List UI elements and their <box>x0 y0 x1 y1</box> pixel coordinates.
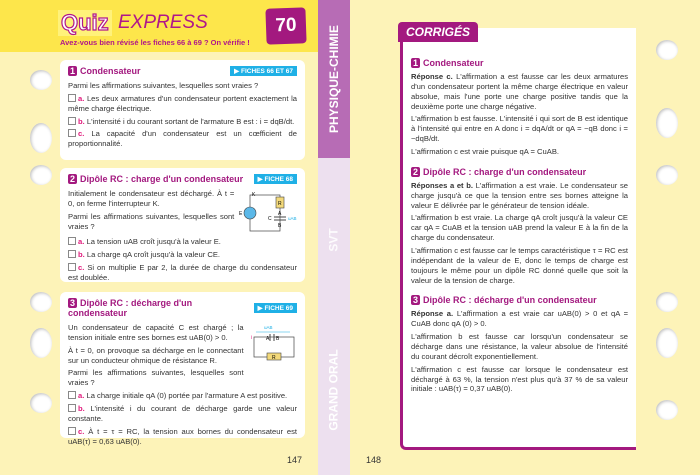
label-a: A <box>265 336 269 342</box>
fiche-link[interactable]: ▶ FICHES 66 ET 67 <box>230 66 297 76</box>
checkbox[interactable] <box>68 94 76 102</box>
binder-hole <box>30 165 52 185</box>
fiche-link[interactable]: ▶ FICHE 69 <box>254 303 297 313</box>
answer-label: Réponse a. <box>411 309 454 319</box>
question-intro: Parmi les affirmations suivantes, lesquelles sont vraies ? <box>68 211 235 231</box>
question-title-text: Dipôle RC : charge d'un condensateur <box>80 174 244 184</box>
question-number: 1 <box>70 66 76 76</box>
quiz-logo: Quiz <box>58 10 112 36</box>
tab-label: GRAND ORAL <box>327 349 342 431</box>
option-letter: b. <box>78 249 85 259</box>
question-title <box>68 66 141 76</box>
chapter-number: 70 <box>265 7 306 44</box>
checkbox[interactable] <box>68 404 76 412</box>
corrige-section-3 <box>411 295 628 394</box>
label-uab: uAB <box>288 216 297 221</box>
option-c <box>68 427 297 447</box>
page-number-left: 147 <box>287 455 303 465</box>
binder-hole <box>656 292 678 312</box>
option-letter: c. <box>78 426 85 436</box>
option-b <box>68 250 297 260</box>
binder-hole <box>656 40 678 60</box>
label-uab: uAB <box>263 325 273 330</box>
option-text: La capacité d'un condensateur est un cœfficient de proportionnalité. <box>68 129 297 149</box>
binder-hole <box>30 123 52 153</box>
option-letter: b. <box>78 404 85 414</box>
answer-text: L'affirmation c est fausse car le temps caractéristique τ = RC est indépendant de la valeur de E, donc le temps de charge est toujours le même pour un dipôle RC donné quelle que soit la valeur de la tension de charge. <box>411 246 628 285</box>
tab-svt[interactable] <box>318 200 350 280</box>
label-r: R <box>278 201 282 207</box>
question-number: 2 <box>70 174 76 184</box>
page-number-right: 148 <box>366 455 382 465</box>
section-title: Dipôle RC : charge d'un condensateur <box>423 166 587 177</box>
corrige-section-2 <box>411 167 628 286</box>
answer-text: L'affirmation a est vraie car uAB(0) > 0 et qA = CuAB donc qA (0) > 0. <box>411 309 629 329</box>
option-letter: a. <box>78 391 85 401</box>
rc-discharge-circuit-diagram <box>250 323 297 363</box>
answer-text: L'affirmation c est fausse car lorsque le condensateur est déchargé à 63 %, la tension n'est plus qu'à 37 % de sa valeur initiale : uAB(τ) = 0,37 uAB(0). <box>411 364 628 394</box>
question-title-text: Dipôle RC : décharge d'un condensateur <box>68 298 193 318</box>
checkbox[interactable] <box>68 263 76 271</box>
tab-physique-chimie[interactable] <box>318 0 350 158</box>
quiz-subtitle: Avez-vous bien révisé les fiches 66 à 69 ? On vérifie ! <box>60 38 250 47</box>
section-number: 3 <box>413 295 419 306</box>
option-c <box>68 129 297 149</box>
binder-hole <box>30 393 52 413</box>
checkbox[interactable] <box>68 237 76 245</box>
option-letter: b. <box>78 116 85 126</box>
subject-tabs <box>318 0 350 475</box>
corrige-section-1 <box>411 58 628 157</box>
label-b: B <box>275 336 279 342</box>
question-intro: Parmi les affirmations suivantes, lesquelles sont vraies ? <box>68 81 259 90</box>
answer-text: L'affirmation a est vraie. Le condensateur se charge jusqu'à ce que la tension entre ses bornes atteigne la valeur E délivrée par le générateur de tension idéale. <box>411 180 628 210</box>
checkbox[interactable] <box>68 427 76 435</box>
quiz-express-label: EXPRESS <box>118 12 208 33</box>
question-title <box>68 298 254 318</box>
checkbox[interactable] <box>68 117 76 125</box>
label-i: i <box>250 335 252 341</box>
left-page <box>0 0 318 475</box>
label-b: B <box>278 223 282 229</box>
option-letter: c. <box>78 129 85 139</box>
label-e: E <box>239 211 243 217</box>
answer-label: Réponses a et b. <box>411 180 473 190</box>
label-c: C <box>268 216 272 222</box>
label-k: K <box>252 192 256 198</box>
option-text: La charge qA croît jusqu'à la valeur CE. <box>86 249 221 259</box>
question-intro: Initialement le condensateur est déchargé. À t = 0, on ferme l'interrupteur K. <box>68 189 235 208</box>
label-a: A <box>278 211 282 217</box>
question-card-3 <box>60 292 305 446</box>
question-title-text: Condensateur <box>80 66 141 76</box>
answer-label: Réponse c. <box>411 72 453 81</box>
section-title: Dipôle RC : décharge d'un condensateur <box>423 295 597 306</box>
binder-hole <box>30 328 52 358</box>
option-c <box>68 263 297 283</box>
checkbox[interactable] <box>68 391 76 399</box>
question-number: 3 <box>70 298 76 308</box>
fiche-link[interactable]: ▶ FICHE 68 <box>254 174 297 184</box>
option-a <box>68 391 297 401</box>
binder-hole <box>656 108 678 138</box>
checkbox[interactable] <box>68 250 76 258</box>
binder-hole <box>30 70 52 90</box>
answer-text: L'affirmation c est vraie puisque qA = CuAB. <box>411 147 559 157</box>
question-title <box>68 174 243 184</box>
binder-hole <box>30 292 52 312</box>
question-intro: Un condensateur de capacité C est chargé ; la tension initiale entre ses bornes est uAB(0) > 0. <box>68 323 244 342</box>
answer-text: L'affirmation b est fausse car lorsqu'un condensateur se décharge dans une résistance, la valeur absolue de l'intensité du courant décroît exponentiellement. <box>411 332 628 361</box>
option-a <box>68 237 297 247</box>
tab-grand-oral[interactable] <box>318 340 350 440</box>
tab-label: PHYSIQUE-CHIMIE <box>327 24 342 134</box>
option-text: La tension uAB croît jusqu'à la valeur E. <box>86 237 221 246</box>
section-number: 1 <box>413 58 419 68</box>
question-intro: Parmi les affirmations suivantes, lesquelles sont vraies ? <box>68 368 244 388</box>
question-intro: À t = 0, on provoque sa décharge en le connectant sur un conducteur ohmique de résistance R. <box>68 345 244 365</box>
option-text: L'intensité i du courant de décharge garde une valeur constante. <box>68 404 297 423</box>
rc-charge-circuit-diagram <box>238 189 297 237</box>
binder-hole <box>656 400 678 420</box>
option-text: Si on multiplie E par 2, la durée de charge du condensateur est doublée. <box>68 262 297 282</box>
corriges-title: CORRIGÉS <box>398 22 478 42</box>
checkbox[interactable] <box>68 129 76 137</box>
option-text: La charge initiale qA (0) portée par l'armature A est positive. <box>86 391 288 401</box>
question-card-2 <box>60 168 305 282</box>
option-text: Les deux armatures d'un condensateur portent exactement la même charge électrique. <box>68 93 297 113</box>
binder-hole <box>656 328 678 358</box>
question-card-1 <box>60 60 305 160</box>
quiz-header <box>0 0 318 52</box>
option-letter: c. <box>78 262 85 272</box>
option-b <box>68 117 297 127</box>
answer-text: L'affirmation b est vraie. La charge qA croît jusqu'à la valeur CE car qA = CuAB et la tension uAB prend la valeur E à la fin de la charge du condensateur. <box>411 213 628 243</box>
option-text: L'intensité i du courant sortant de l'armature B est : i = dqB/dt. <box>86 116 295 126</box>
tab-label: SVT <box>327 228 341 252</box>
section-number: 2 <box>413 166 419 177</box>
option-text: À t = τ = RC, la tension aux bornes du condensateur est uAB(τ) = 0,63 uAB(0). <box>68 426 297 446</box>
option-letter: a. <box>78 237 85 246</box>
answer-text: L'affirmation a est fausse car les deux armatures d'un condensateur portent la même charge électrique en valeur absolue, mais l'une porte une charge positive tandis que la deuxième porte une charge négative. <box>411 72 628 111</box>
option-letter: a. <box>78 93 85 103</box>
section-title: Condensateur <box>423 58 484 68</box>
answer-text: L'affirmation b est fausse. L'intensité i qui sort de B est identique à l'intensité qui entre en A donc i = dqA/dt or qA = −qB donc i = −dqB/dt. <box>411 114 628 144</box>
option-a <box>68 94 297 114</box>
corriges-box <box>400 28 636 450</box>
binder-hole <box>656 165 678 185</box>
label-r: R <box>271 355 276 361</box>
option-b <box>68 404 297 424</box>
